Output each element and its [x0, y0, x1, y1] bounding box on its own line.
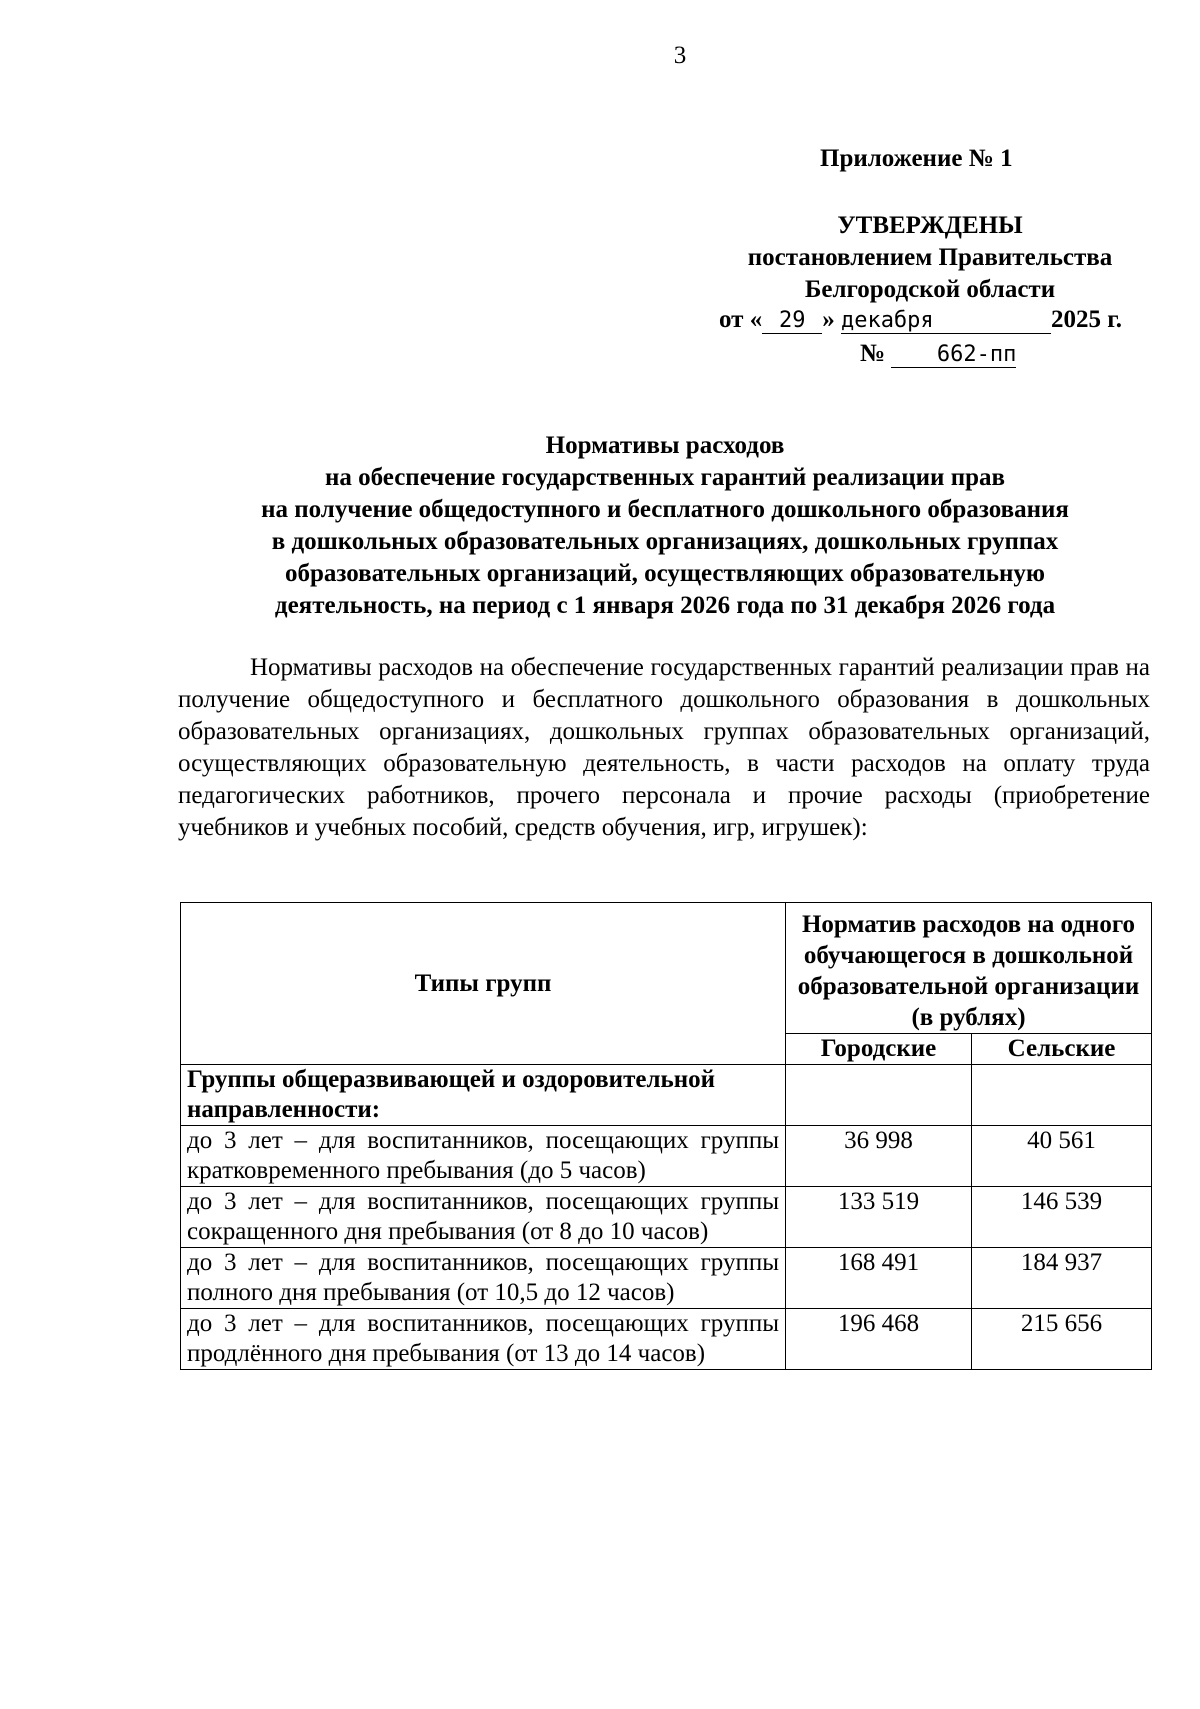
- date-prefix: от «: [719, 306, 763, 333]
- row-urban-value: 133 519: [786, 1187, 972, 1248]
- row-rural-value: 215 656: [972, 1309, 1152, 1370]
- date-day-close: »: [822, 306, 835, 333]
- title-line-3: на получение общедоступного и бесплатного дошкольного образования: [261, 496, 1069, 523]
- row-rural-value: 146 539: [972, 1187, 1152, 1248]
- row-urban-value: 168 491: [786, 1248, 972, 1309]
- approval-line-1: постановлением Правительства: [747, 244, 1113, 271]
- approval-line-2: Белгородской области: [804, 276, 1056, 303]
- header-norm: Норматив расходов на одного обучающегося в дошкольной образовательной организации (в рублях): [786, 903, 1152, 1034]
- document-number: 662-пп: [891, 342, 1016, 368]
- section-empty-urban: [786, 1065, 972, 1126]
- row-type: до 3 лет – для воспитанников, посещающих группы сокращенного дня пребывания (от 8 до 10 часов): [181, 1187, 786, 1248]
- table-header-row: [181, 903, 1152, 1034]
- table-row: [181, 1309, 1152, 1370]
- intro-paragraph: [178, 652, 1150, 844]
- title-line-5: образовательных организаций, осуществляющих образовательную: [284, 560, 1046, 587]
- intro-text: Нормативы расходов на обеспечение государственных гарантий реализации прав на получение общедоступного и бесплатного дошкольного образования в дошкольных образовательных организациях, дошкольных группах образовательных организаций, осуществляющих образовательную деятельность, в части расходов на оплату труда педагогических работников, прочего персонала и прочие расходы (приобретение учебников и учебных пособий, средств обучения, игр, игрушек):: [178, 654, 1150, 841]
- approval-block: [705, 210, 1155, 306]
- row-rural-value: 184 937: [972, 1248, 1152, 1309]
- date-year: 2025 г.: [1050, 306, 1122, 333]
- row-type: до 3 лет – для воспитанников, посещающих группы продлённого дня пребывания (от 13 до 14 часов): [181, 1309, 786, 1370]
- title-line-2: на обеспечение государственных гарантий реализации прав: [324, 464, 1006, 491]
- page-number: 3: [673, 42, 687, 69]
- approval-date-line: [719, 306, 1122, 334]
- section-empty-rural: [972, 1065, 1152, 1126]
- date-month: декабря: [841, 308, 1051, 334]
- table-section-row: [181, 1065, 1152, 1126]
- row-type: до 3 лет – для воспитанников, посещающих группы кратковременного пребывания (до 5 часов): [181, 1126, 786, 1187]
- title-line-4: в дошкольных образовательных организациях, дошкольных группах: [271, 528, 1059, 555]
- header-urban: Городские: [786, 1034, 972, 1065]
- header-group-types: Типы групп: [181, 903, 786, 1065]
- row-type: до 3 лет – для воспитанников, посещающих группы полного дня пребывания (от 10,5 до 12 часов): [181, 1248, 786, 1309]
- title-line-6: деятельность, на период с 1 января 2026 года по 31 декабря 2026 года: [274, 592, 1056, 619]
- table-row: [181, 1126, 1152, 1187]
- table-row: [181, 1187, 1152, 1248]
- date-day: 29: [762, 308, 822, 334]
- header-rural: Сельские: [972, 1034, 1152, 1065]
- number-prefix: №: [860, 340, 886, 367]
- row-urban-value: 196 468: [786, 1309, 972, 1370]
- document-title: [170, 430, 1160, 622]
- appendix-label: Приложение № 1: [820, 145, 1013, 172]
- approved-heading: УТВЕРЖДЕНЫ: [837, 212, 1023, 239]
- row-rural-value: 40 561: [972, 1126, 1152, 1187]
- section-label: Группы общеразвивающей и оздоровительной направленности:: [181, 1065, 786, 1126]
- title-line-1: Нормативы расходов: [545, 432, 785, 459]
- norms-table: [180, 902, 1152, 1370]
- table-row: [181, 1248, 1152, 1309]
- row-urban-value: 36 998: [786, 1126, 972, 1187]
- approval-number-line: [860, 340, 1016, 368]
